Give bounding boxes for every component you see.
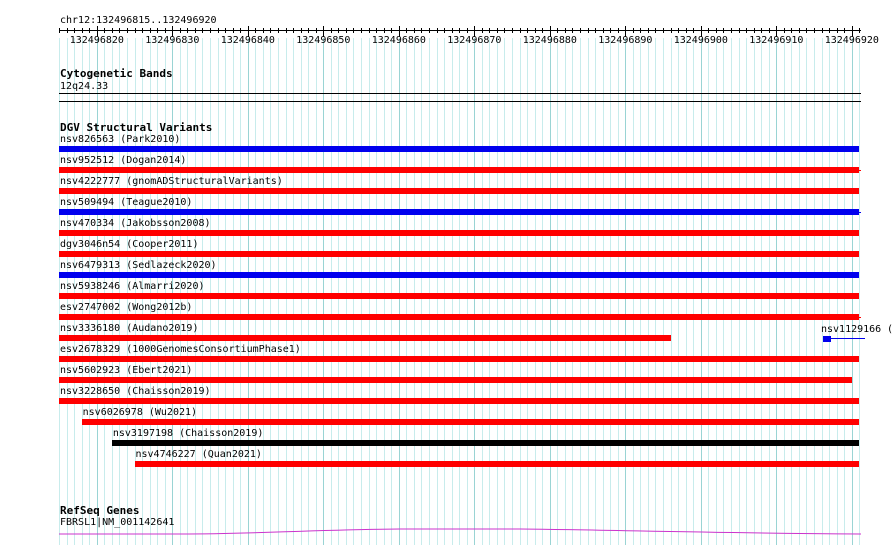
cyto-band-outline-top — [59, 93, 861, 94]
ruler-tick-label: 132496820 — [69, 35, 124, 46]
cyto-band-label: 12q24.33 — [60, 81, 109, 92]
ruler-tick-label: 132496850 — [296, 35, 351, 46]
dgv-feature-bar[interactable] — [112, 440, 859, 446]
ruler-tick-label: 132496900 — [673, 35, 728, 46]
dgv-feature-bar[interactable] — [59, 398, 859, 404]
side-feature-label[interactable]: nsv1129166 — [821, 324, 882, 335]
dgv-feature-label[interactable]: nsv6026978 (Wu2021) — [82, 407, 198, 418]
dgv-feature-bar[interactable] — [135, 461, 860, 467]
dgv-track-title: DGV Structural Variants — [60, 121, 213, 134]
side-feature-line[interactable] — [831, 338, 865, 339]
refseq-gene-line[interactable] — [0, 525, 890, 539]
position-label: chr12:132496815..132496920 — [60, 15, 217, 26]
side-feature-block[interactable] — [823, 336, 831, 342]
cyto-track-title: Cytogenetic Bands — [60, 67, 173, 80]
dgv-row-divider — [59, 317, 861, 318]
dgv-feature-bar[interactable] — [82, 419, 860, 425]
dgv-feature-label[interactable]: nsv3197198 (Chaisson2019) — [112, 428, 264, 439]
ruler-tick-label: 132496870 — [447, 35, 502, 46]
dgv-feature-label[interactable]: nsv5938246 (Almarri2020) — [60, 281, 205, 292]
ruler-tick-label: 132496860 — [371, 35, 426, 46]
dgv-feature-bar[interactable] — [59, 251, 859, 257]
dgv-feature-label[interactable]: esv2747002 (Wong2012b) — [60, 302, 193, 313]
dgv-row-divider — [59, 212, 861, 213]
refseq-gene-label[interactable]: FBRSL1|NM_001142641 — [60, 517, 175, 528]
dgv-feature-bar[interactable] — [59, 188, 859, 194]
dgv-feature-bar[interactable] — [59, 146, 859, 152]
ruler-tick-label: 132496830 — [145, 35, 200, 46]
dgv-feature-bar[interactable] — [59, 272, 859, 278]
cyto-band-outline-bottom — [59, 101, 861, 102]
dgv-feature-bar[interactable] — [59, 377, 852, 383]
refseq-track-title: RefSeq Genes — [60, 504, 140, 517]
dgv-feature-label[interactable]: nsv826563 (Park2010) — [60, 134, 181, 145]
dgv-feature-label[interactable]: nsv470334 (Jakobsson2008) — [60, 218, 211, 229]
dgv-row-divider — [59, 170, 861, 171]
dgv-feature-label[interactable]: nsv3228650 (Chaisson2019) — [60, 386, 211, 397]
dgv-feature-label[interactable]: esv2678329 (1000GenomesConsortiumPhase1) — [60, 344, 301, 355]
dgv-feature-label[interactable]: nsv509494 (Teague2010) — [60, 197, 193, 208]
dgv-feature-label[interactable]: nsv6479313 (Sedlazeck2020) — [60, 260, 217, 271]
dgv-feature-label[interactable]: nsv3336180 (Audano2019) — [60, 323, 199, 334]
dgv-feature-label[interactable]: nsv952512 (Dogan2014) — [60, 155, 187, 166]
dgv-feature-label[interactable]: nsv5602923 (Ebert2021) — [60, 365, 193, 376]
dgv-feature-label[interactable]: nsv4222777 (gnomADStructuralVariants) — [60, 176, 283, 187]
dgv-feature-label[interactable]: dgv3046n54 (Cooper2011) — [60, 239, 199, 250]
side-feature-overflow-glyph: ( — [887, 324, 893, 335]
ruler-tick-label: 132496910 — [749, 35, 804, 46]
dgv-feature-bar[interactable] — [59, 293, 859, 299]
ruler-tick-label: 132496920 — [824, 35, 879, 46]
dgv-feature-bar[interactable] — [59, 356, 859, 362]
dgv-feature-bar[interactable] — [59, 230, 859, 236]
dgv-feature-bar[interactable] — [59, 335, 671, 341]
ruler-tick-label: 132496880 — [522, 35, 577, 46]
ruler-tick-label: 132496840 — [220, 35, 275, 46]
dgv-feature-label[interactable]: nsv4746227 (Quan2021) — [135, 449, 262, 460]
ruler-tick-label: 132496890 — [598, 35, 653, 46]
